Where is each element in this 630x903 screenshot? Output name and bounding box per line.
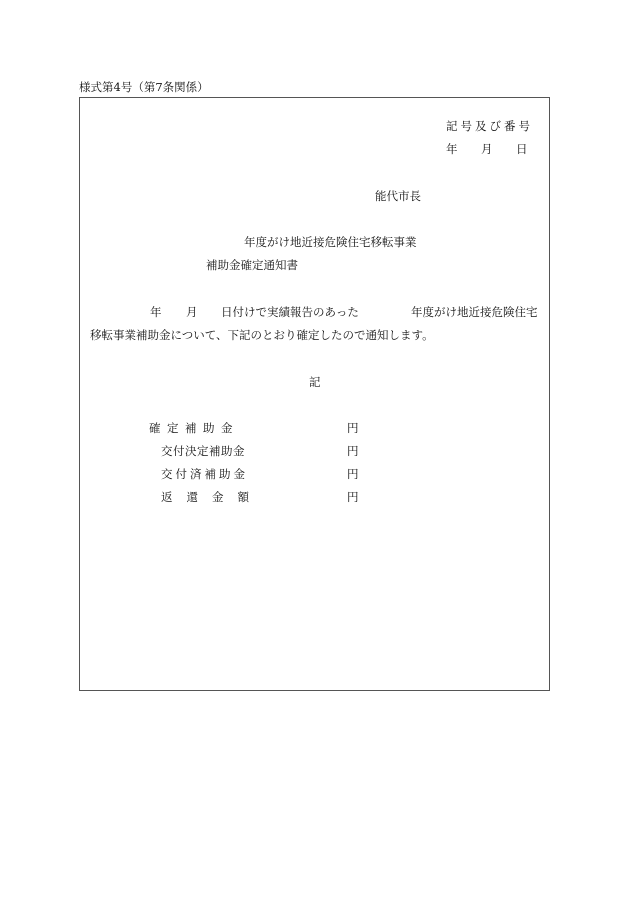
- title-line-2: 補助金確定通知書: [206, 258, 298, 272]
- item-label-paid-subsidy: 交付済補助金: [161, 467, 248, 481]
- document-number-label: 記号及び番号: [446, 119, 533, 133]
- body-year-label: 年: [150, 305, 162, 319]
- body-month-label: 月: [186, 305, 198, 319]
- date-day-label: 日: [516, 142, 528, 156]
- item-label-refund-amount: 返還金額: [161, 490, 263, 504]
- date-month-label: 月: [481, 142, 493, 156]
- body-line-2: 移転事業補助金について、下記のとおり確定したので通知します。: [90, 328, 434, 342]
- item-label-confirmed-subsidy: 確定補助金: [149, 421, 239, 435]
- item-unit-refund-amount: 円: [347, 490, 359, 504]
- item-unit-paid-subsidy: 円: [347, 467, 359, 481]
- item-label-decided-subsidy: 交付決定補助金: [161, 444, 245, 458]
- date-year-label: 年: [446, 142, 458, 156]
- addressee: 能代市長: [375, 189, 421, 203]
- title-line-1: 年度がけ地近接危険住宅移転事業: [244, 235, 417, 249]
- form-label: 様式第4号（第7条関係）: [79, 80, 209, 94]
- document-frame: [79, 97, 550, 691]
- item-unit-confirmed-subsidy: 円: [347, 421, 359, 435]
- item-unit-decided-subsidy: 円: [347, 444, 359, 458]
- ki-label: 記: [309, 375, 321, 389]
- body-project-text: 年度がけ地近接危険住宅: [411, 305, 538, 319]
- body-report-text: 日付けで実績報告のあった: [221, 305, 359, 319]
